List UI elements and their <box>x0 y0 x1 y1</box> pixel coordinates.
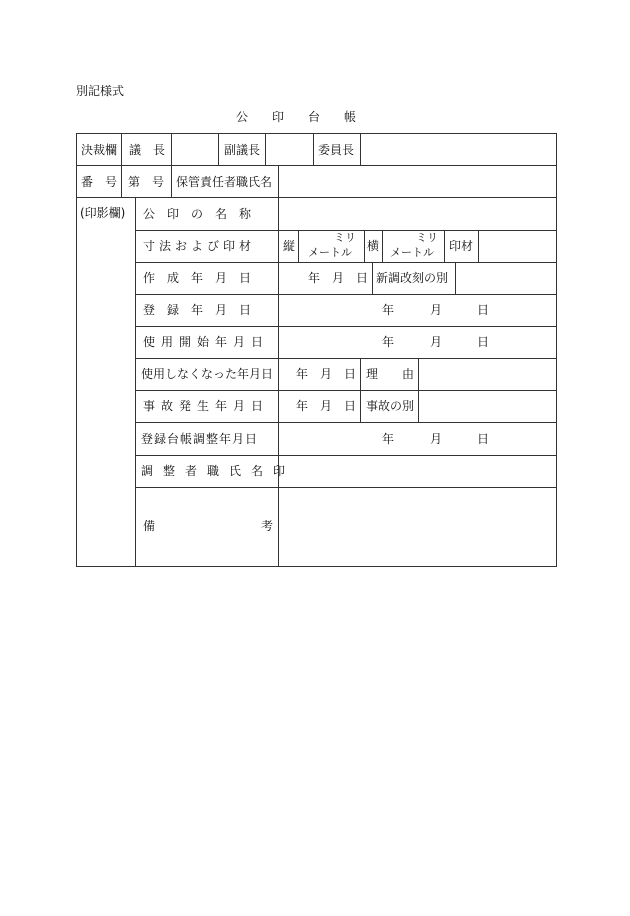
remarks-label-right: 考 <box>261 519 274 533</box>
table-border-bottom <box>76 566 557 567</box>
col-divider <box>364 230 365 262</box>
use-start-label: 使 用 開 始 年 月 日 <box>143 335 261 349</box>
horizontal-label: 横 <box>367 239 380 253</box>
col-divider <box>313 133 314 165</box>
col-divider <box>135 197 136 567</box>
committee-chair-label: 委員長 <box>318 143 355 157</box>
col-divider <box>121 133 122 165</box>
unit-line1: ミリ <box>416 231 438 244</box>
ledger-adjust-year: 年 <box>382 432 395 446</box>
row-divider <box>135 422 557 423</box>
table-border-right <box>556 133 557 567</box>
row-divider <box>76 197 557 198</box>
chair-label: 議 長 <box>129 143 166 157</box>
unused-date: 年 月 日 <box>296 367 357 381</box>
accident-label: 事 故 発 生 年 月 日 <box>143 399 261 413</box>
row-divider <box>135 358 557 359</box>
table-border-top <box>76 133 557 134</box>
new-or-recut-label: 新調改刻の別 <box>376 271 449 285</box>
row-divider <box>135 326 557 327</box>
col-divider <box>382 230 383 262</box>
registered-year: 年 <box>382 303 395 317</box>
registered-month: 月 <box>430 303 443 317</box>
registered-label: 登 録 年 月 日 <box>143 303 252 317</box>
unit-line2: メートル <box>390 246 434 259</box>
reason-label: 理 由 <box>366 367 415 381</box>
created-label: 作 成 年 月 日 <box>143 271 252 285</box>
approval-label: 決裁欄 <box>81 143 118 157</box>
table-border-left <box>76 133 77 567</box>
number-prefix: 第 号 <box>128 175 165 189</box>
vertical-label: 縦 <box>283 239 296 253</box>
accident-date: 年 月 日 <box>296 399 357 413</box>
col-divider <box>121 165 122 197</box>
col-divider <box>278 165 279 197</box>
row-divider <box>135 455 557 456</box>
number-label: 番 号 <box>81 175 118 189</box>
seal-name-label: 公 印 の 名 称 <box>143 207 252 221</box>
row-divider <box>135 390 557 391</box>
row-divider <box>135 294 557 295</box>
ledger-adjust-day: 日 <box>477 432 490 446</box>
ledger-adjust-month: 月 <box>430 432 443 446</box>
ledger-adjust-label: 登録台帳調整年月日 <box>141 432 259 446</box>
col-divider <box>444 230 445 262</box>
row-divider <box>76 165 557 166</box>
form-label: 別記様式 <box>76 84 125 98</box>
unit-line2: メートル <box>308 246 352 259</box>
unused-label: 使用しなくなった年月日 <box>141 367 274 381</box>
col-divider <box>278 197 279 567</box>
col-divider <box>265 133 266 165</box>
dimensions-label: 寸法および印材 <box>143 239 256 253</box>
remarks-label-left: 備 <box>143 519 156 533</box>
use-start-day: 日 <box>477 335 490 349</box>
col-divider <box>298 230 299 262</box>
col-divider <box>360 358 361 390</box>
seal-impression-label: (印影欄) <box>80 206 126 220</box>
col-divider <box>360 133 361 165</box>
custodian-label: 保管責任者職氏名 <box>176 175 273 189</box>
col-divider <box>418 390 419 422</box>
col-divider <box>171 165 172 197</box>
registered-day: 日 <box>477 303 490 317</box>
use-start-month: 月 <box>430 335 443 349</box>
created-date: 年 月 日 <box>308 271 369 285</box>
vice-chair-label: 副議長 <box>224 143 261 157</box>
row-divider <box>135 487 557 488</box>
unit-line1: ミリ <box>334 231 356 244</box>
accident-type-label: 事故の別 <box>366 399 415 413</box>
material-label: 印材 <box>449 239 474 253</box>
use-start-year: 年 <box>382 335 395 349</box>
col-divider <box>218 133 219 165</box>
col-divider <box>478 230 479 262</box>
col-divider <box>455 262 456 294</box>
row-divider <box>135 262 557 263</box>
col-divider <box>360 390 361 422</box>
col-divider <box>372 262 373 294</box>
col-divider <box>418 358 419 390</box>
col-divider <box>171 133 172 165</box>
adjuster-label: 調 整 者 職 氏 名 印 <box>141 464 285 478</box>
page-title: 公 印 台 帳 <box>236 110 357 124</box>
